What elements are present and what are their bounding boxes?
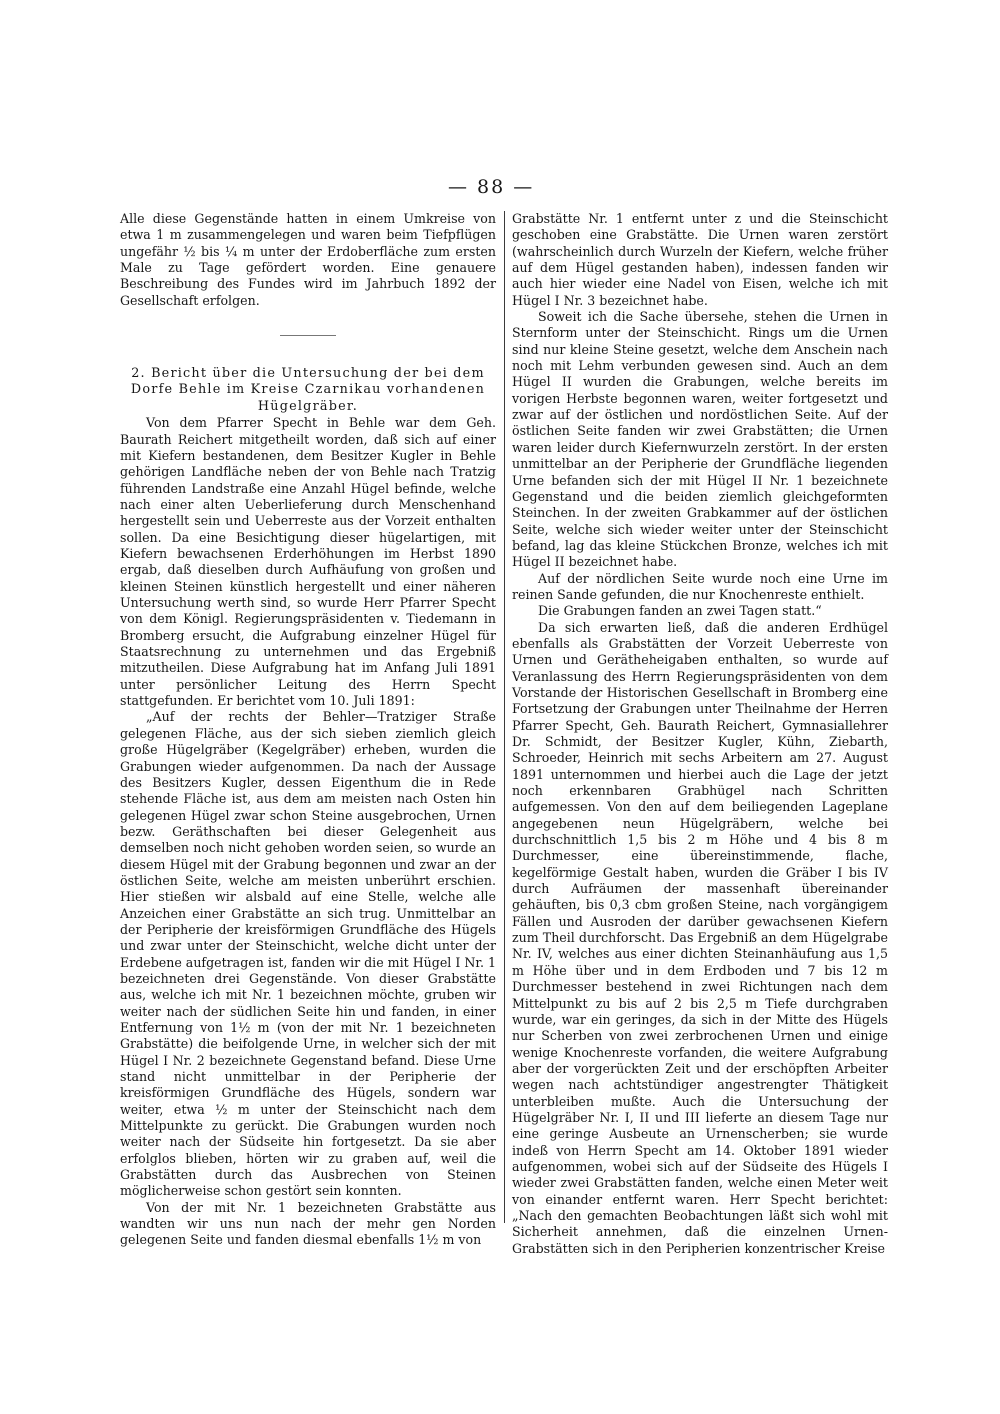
column-divider <box>504 211 505 1223</box>
paragraph: Soweit ich die Sache übersehe, stehen die Urnen in Sternform unter der Steinschicht. Rings um die Urnen sind nur kleine Steine gesetzt, welche dem Anschein nach noch mit Lehm verbunden gewesen sind. Auch an dem Hügel II wurden die Grabungen, welche bereits im vorigen Herbste begonnen waren, weiter fortgesetzt und zwar auf der östlichen und nordöstlichen Seite. Auf der östlichen Seite fanden wir zwei Grabstätten; die Urnen waren leider durch Kiefernwurzeln zerstört. In der ersten unmittelbar an der Peripherie der Grundfläche liegenden Urne befanden sich der mit Hügel II Nr. 1 bezeichnete Gegenstand und die beiden ziemlich gleichgeformten Steinchen. In der zweiten Grabkammer auf der östlichen Seite, welche sich wieder weiter unter der Steinschicht befand, lag das kleine Stückchen Bronze, welches ich mit Hügel II bezeichnet habe. <box>512 309 888 570</box>
paragraph: Grabstätte Nr. 1 entfernt unter z und die Steinschicht geschoben eine Grabstätte. Die Urnen waren zerstört (wahrscheinlich durch Wurzeln der Kiefern, welche früher auf dem Hügel gestanden haben), indessen fanden wir auch hier wieder eine Nadel von Eisen, welche ich mit Hügel I Nr. 3 bezeichnet habe. <box>512 211 888 308</box>
section-separator <box>280 335 336 336</box>
paragraph: Die Grabungen fanden an zwei Tagen statt.“ <box>538 603 822 619</box>
paragraph: Von der mit Nr. 1 bezeichneten Grabstätte aus wandten wir uns nun nach der mehr gen Norden gelegenen Seite und fanden diesmal ebenfalls 1½ m von <box>120 1199 496 1248</box>
paragraph: „Auf der rechts der Behler—Tratziger Straße gelegenen Fläche, aus der sich sieben ziemlich gleich große Hügelgräber (Kegelgräber) erheben, wurden die Grabungen wieder aufgenommen. Da nach der Aussage des Besitzers Kugler, dessen Eigenthum die in Rede stehende Fläche ist, aus dem am meisten nach Osten hin gelegenen Hügel zwar schon Steine ausgebrochen, Urnen bezw. Geräthschaften bei dieser Gelegenheit aus demselben noch nicht gehoben worden seien, so wurde an diesem Hügel mit der Grabung begonnen und zwar an der östlichen Seite, welche am meisten unberührt erschien. Hier stießen wir alsbald auf eine Stelle, welche alle Anzeichen einer Grabstätte an sich trug. Unmittelbar an der Peripherie der kreisförmigen Grundfläche des Hügels und zwar unter der Steinschicht, welche dicht unter der Erdebene aufgetragen ist, fanden wir die mit Hügel I Nr. 1 bezeichneten drei Gegenstände. Von dieser Grabstätte aus, welche ich mit Nr. 1 bezeichnen möchte, gruben wir weiter nach der südlichen Seite hin und fanden, in einer Entfernung von 1½ m (von der mit Nr. 1 bezeichneten Grabstätte) die beifolgende Urne, in welcher sich der mit Hügel I Nr. 2 bezeichnete Gegenstand befand. Diese Urne stand nicht unmittelbar in der Peripherie der kreisförmigen Grundfläche des Hügels, sondern war weiter, etwa ½ m unter der Steinschicht nach dem Mittelpunkte zu gerückt. Die Grabungen wurden noch weiter nach der Südseite hin fortgesetzt. Da sie aber erfolglos blieben, hörten wir zu graben auf, weil die Grabstätten durch das Ausbrechen von Steinen möglicherweise schon gestört sein konnten. <box>120 709 496 1199</box>
right-column <box>512 211 888 1257</box>
paragraph: Da sich erwarten ließ, daß die anderen Erdhügel ebenfalls als Grabstätten der Vorzeit Ueberreste von Urnen und Gerätheheigaben enthalten, so wurde auf Veranlassung des Herrn Regierungspräsidenten von dem Vorstande der Historischen Gesellschaft in Bromberg eine Fortsetzung der Grabungen unter Theilnahme der Herren Pfarrer Specht, Geh. Baurath Reichert, Gymnasiallehrer Dr. Schmidt, der Besitzer Kugler, Kühn, Ziebarth, Schroeder, Heinrich mit sechs Arbeitern am 27. August 1891 unternommen und hierbei auch die Lage der jetzt noch erkennbaren Grabhügel nach Schritten aufgemessen. Von den auf dem beiliegenden Lageplane angegebenen neun Hügelgräbern, welche bei durchschnittlich 1,5 bis 2 m Höhe und 4 bis 8 m Durchmesser, eine übereinstimmende, flache, kegelförmige Gestalt haben, wurden die Gräber I bis IV durch Aufräumen der massenhaft übereinander gehäuften, bis 0,3 cbm großen Steine, nach vorgängigem Fällen und Ausroden der darüber gewachsenen Kiefern zum Theil durchforscht. Das Ergebniß an dem Hügelgrabe Nr. IV, welches aus einer dichten Steinanhäufung aus 1,5 m Höhe über und in dem Erdboden und 7 bis 12 m Durchmesser bestehend in zwei Richtungen nach dem Mittelpunkt zu bis auf 2 bis 2,5 m Tiefe durchgraben wurde, war ein geringes, da sich in der Mitte des Hügels nur Scherben von zwei zerbrochenen Urnen und einige wenige Knochenreste vorfanden, die weitere Aufgrabung aber der vorgerückten Zeit und der erschöpften Arbeiter wegen nach achtstündiger angestrengter Thätigkeit unterbleiben mußte. Auch die Untersuchung der Hügelgräber Nr. I, II und III lieferte an diesem Tage nur eine geringe Ausbeute an Urnenscherben; sie wurde indeß von Herrn Specht am 14. Oktober 1891 wieder aufgenommen, wobei sich auf der Südseite des Hügels I wieder zwei Grabstätten fanden, welche einen Meter weit von einander entfernt waren. Herr Specht berichtet: „Nach den gemachten Beobachtungen läßt sich wohl mit Sicherheit annehmen, daß die einzelnen Urnen-Grabstätten sich in den Peripherien konzentrischer Kreise <box>512 619 888 1256</box>
left-column <box>120 211 496 1249</box>
section-heading: 2. Bericht über die Untersuchung der bei dem Dorfe Behle im Kreise Czarnikau vorhandenen Hügelgräber. <box>130 366 486 414</box>
page-number: — 88 — <box>448 176 535 198</box>
paragraph: Von dem Pfarrer Specht in Behle war dem Geh. Baurath Reichert mitgetheilt worden, daß sich auf einer mit Kiefern bestandenen, dem Besitzer Kugler in Behle gehörigen Landfläche neben der von Behle nach Tratzig führenden Landstraße eine Anzahl Hügel befinde, welche nach einer alten Ueberlieferung durch Menschenhand hergestellt sein und Ueberreste aus der Vorzeit enthalten sollen. Da eine Besichtigung dieser hügelartigen, mit Kiefern bewachsenen Erderhöhungen im Herbst 1890 ergab, daß dieselben durch Aufhäufung von großen und kleinen Steinen künstlich hergestellt und einer näheren Untersuchung werth sind, so wurde Herr Pfarrer Specht von dem Königl. Regierungspräsidenten v. Tiedemann in Bromberg ersucht, die Aufgrabung einzelner Hügel für Staatsrechnung zu unternehmen und das Ergebniß mitzutheilen. Diese Aufgrabung hat im Anfang Juli 1891 unter persönlicher Leitung des Herrn Specht stattgefunden. Er berichtet vom 10. Juli 1891: <box>120 415 496 709</box>
intro-paragraph: Alle diese Gegenstände hatten in einem Umkreise von etwa 1 m zusammengelegen und waren beim Tiefpflügen ungefähr ½ bis ¼ m unter der Erdoberfläche zum ersten Male zu Tage gefördert worden. Eine genauere Beschreibung des Fundes wird im Jahrbuch 1892 der Gesellschaft erfolgen. <box>120 211 496 308</box>
paragraph: Auf der nördlichen Seite wurde noch eine Urne im reinen Sande gefunden, die nur Knochenreste enthielt. <box>512 570 888 602</box>
